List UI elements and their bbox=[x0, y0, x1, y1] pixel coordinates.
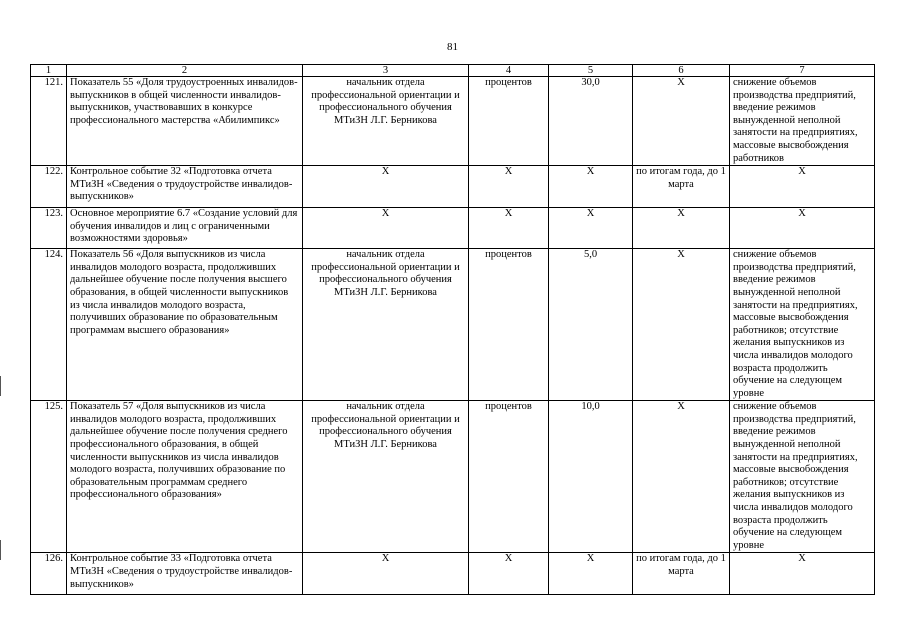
responsible-person: X bbox=[303, 166, 469, 208]
target-value: 5,0 bbox=[549, 249, 633, 401]
table-row bbox=[31, 249, 875, 401]
column-number-header: 4 bbox=[469, 65, 549, 77]
deadline: X bbox=[633, 77, 730, 166]
target-value: X bbox=[549, 208, 633, 249]
deadline: X bbox=[633, 249, 730, 401]
deadline: X bbox=[633, 208, 730, 249]
unit-of-measure: процентов bbox=[469, 249, 549, 401]
risk-factors: снижение объемов производства предприятий, введение режимов вынужденной неполной занятости на предприятиях, массовые высвобождения работников; отсутствие желания выпускников из числа инвалидов молодого возраста продолжить обучение на следующем уровне bbox=[730, 401, 875, 553]
measure-name: Показатель 57 «Доля выпускников из числа инвалидов молодого возраста, продолживших дальнейшее обучение после получения среднего профессионального образования, в общей численности выпускников из числа инвалидов молодого возраста, получивших образование по образовательным программам среднего профессионального образования» bbox=[67, 401, 303, 553]
column-number-header: 5 bbox=[549, 65, 633, 77]
table-row bbox=[31, 401, 875, 553]
measure-name: Контрольное событие 33 «Подготовка отчета МТиЗН «Сведения о трудоустройстве инвалидов-выпускников» bbox=[67, 553, 303, 595]
risk-factors: снижение объемов производства предприятий, введение режимов вынужденной неполной занятости на предприятиях, массовые высвобождения работников; отсутствие желания выпускников из числа инвалидов молодого возраста продолжить обучение на следующем уровне bbox=[730, 249, 875, 401]
measure-name: Контрольное событие 32 «Подготовка отчета МТиЗН «Сведения о трудоустройстве инвалидов-выпускников» bbox=[67, 166, 303, 208]
table-row bbox=[31, 553, 875, 595]
measure-name: Показатель 55 «Доля трудоустроенных инвалидов-выпускников в общей численности инвалидов-выпускников, участвовавших в конкурсе профессионального мастерства «Абилимпикс» bbox=[67, 77, 303, 166]
measure-name: Основное мероприятие 6.7 «Создание условий для обучения инвалидов и лиц с ограниченными возможностями здоровья» bbox=[67, 208, 303, 249]
measure-name: Показатель 56 «Доля выпускников из числа инвалидов молодого возраста, продолживших дальнейшее обучение после получения высшего образования, в общей численности выпускников из числа инвалидов молодого возраста, получивших образование по образовательным программам высшего образования» bbox=[67, 249, 303, 401]
unit-of-measure: процентов bbox=[469, 77, 549, 166]
column-number-header: 1 bbox=[31, 65, 67, 77]
measures-table bbox=[30, 64, 875, 595]
target-value: X bbox=[549, 553, 633, 595]
target-value: 30,0 bbox=[549, 77, 633, 166]
scan-margin-mark bbox=[0, 540, 1, 560]
row-number: 122. bbox=[31, 166, 67, 208]
responsible-person: начальник отдела профессиональной ориентации и профессионального обучения МТиЗН Л.Г. Берникова bbox=[303, 77, 469, 166]
row-number: 121. bbox=[31, 77, 67, 166]
responsible-person: начальник отдела профессиональной ориентации и профессионального обучения МТиЗН Л.Г. Берникова bbox=[303, 401, 469, 553]
deadline: по итогам года, до 1 марта bbox=[633, 553, 730, 595]
target-value: X bbox=[549, 166, 633, 208]
row-number: 123. bbox=[31, 208, 67, 249]
risk-factors: X bbox=[730, 553, 875, 595]
column-number-header: 6 bbox=[633, 65, 730, 77]
deadline: по итогам года, до 1 марта bbox=[633, 166, 730, 208]
scan-margin-mark bbox=[0, 376, 1, 396]
target-value: 10,0 bbox=[549, 401, 633, 553]
page-number: 81 bbox=[447, 41, 458, 53]
table-row bbox=[31, 166, 875, 208]
risk-factors: X bbox=[730, 166, 875, 208]
unit-of-measure: X bbox=[469, 166, 549, 208]
responsible-person: начальник отдела профессиональной ориентации и профессионального обучения МТиЗН Л.Г. Берникова bbox=[303, 249, 469, 401]
risk-factors: снижение объемов производства предприятий, введение режимов вынужденной неполной занятости на предприятиях, массовые высвобождения работников bbox=[730, 77, 875, 166]
column-number-header: 2 bbox=[67, 65, 303, 77]
table-row bbox=[31, 77, 875, 166]
table-header-row bbox=[31, 65, 875, 77]
deadline: X bbox=[633, 401, 730, 553]
unit-of-measure: процентов bbox=[469, 401, 549, 553]
column-number-header: 7 bbox=[730, 65, 875, 77]
responsible-person: X bbox=[303, 208, 469, 249]
unit-of-measure: X bbox=[469, 553, 549, 595]
responsible-person: X bbox=[303, 553, 469, 595]
row-number: 125. bbox=[31, 401, 67, 553]
table-row bbox=[31, 208, 875, 249]
row-number: 124. bbox=[31, 249, 67, 401]
row-number: 126. bbox=[31, 553, 67, 595]
unit-of-measure: X bbox=[469, 208, 549, 249]
risk-factors: X bbox=[730, 208, 875, 249]
column-number-header: 3 bbox=[303, 65, 469, 77]
